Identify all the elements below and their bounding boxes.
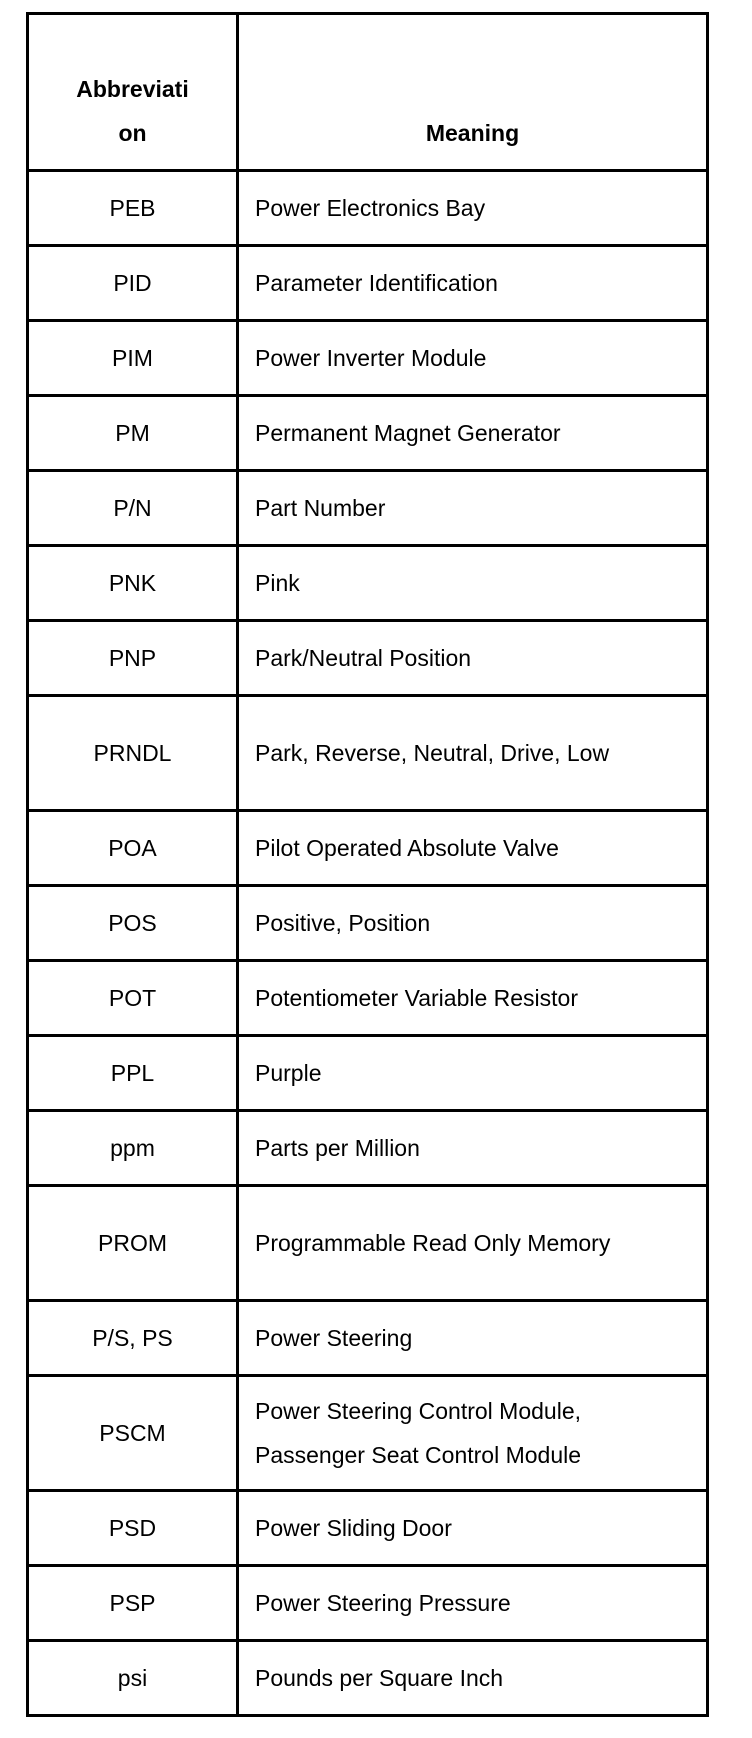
header-row	[28, 14, 708, 171]
abbreviation-cell: PID	[28, 246, 238, 321]
table-row	[28, 696, 708, 811]
meaning-cell: Potentiometer Variable Resistor	[238, 961, 708, 1036]
abbreviation-cell: PSCM	[28, 1376, 238, 1491]
abbreviation-table	[26, 12, 709, 1717]
table-row	[28, 621, 708, 696]
abbreviation-cell: PEB	[28, 171, 238, 246]
abbreviation-cell: psi	[28, 1641, 238, 1716]
meaning-cell: Park, Reverse, Neutral, Drive, Low	[238, 696, 708, 811]
table-row	[28, 1491, 708, 1566]
abbreviation-cell: P/S, PS	[28, 1301, 238, 1376]
abbreviation-header-line2: on	[118, 120, 147, 146]
table-row	[28, 1186, 708, 1301]
table-row	[28, 1036, 708, 1111]
abbreviation-column-header	[28, 14, 238, 171]
abbreviation-cell: PSP	[28, 1566, 238, 1641]
table-row	[28, 1376, 708, 1491]
table-body	[28, 171, 708, 1716]
abbreviation-header-line1: Abbreviati	[76, 76, 189, 102]
table-row	[28, 396, 708, 471]
abbreviation-cell: PROM	[28, 1186, 238, 1301]
abbreviation-cell: PSD	[28, 1491, 238, 1566]
abbreviation-cell: POT	[28, 961, 238, 1036]
abbreviation-cell: ppm	[28, 1111, 238, 1186]
meaning-cell: Parts per Million	[238, 1111, 708, 1186]
table-row	[28, 1566, 708, 1641]
abbreviation-cell: POA	[28, 811, 238, 886]
table-row	[28, 1111, 708, 1186]
meaning-cell: Pilot Operated Absolute Valve	[238, 811, 708, 886]
abbreviation-cell: PNP	[28, 621, 238, 696]
meaning-cell: Power Steering Control Module, Passenger Seat Control Module	[238, 1376, 708, 1491]
abbreviation-cell: PM	[28, 396, 238, 471]
abbreviation-cell: PPL	[28, 1036, 238, 1111]
table-header	[28, 14, 708, 171]
table-row	[28, 171, 708, 246]
table-row	[28, 246, 708, 321]
table-row	[28, 961, 708, 1036]
meaning-cell: Power Steering	[238, 1301, 708, 1376]
meaning-cell: Park/Neutral Position	[238, 621, 708, 696]
meaning-cell: Pounds per Square Inch	[238, 1641, 708, 1716]
abbreviation-cell: POS	[28, 886, 238, 961]
abbreviation-cell: PIM	[28, 321, 238, 396]
table-row	[28, 811, 708, 886]
meaning-column-header: Meaning	[238, 14, 708, 171]
meaning-cell: Programmable Read Only Memory	[238, 1186, 708, 1301]
table-row	[28, 1301, 708, 1376]
meaning-cell: Permanent Magnet Generator	[238, 396, 708, 471]
meaning-cell: Positive, Position	[238, 886, 708, 961]
meaning-cell: Pink	[238, 546, 708, 621]
meaning-cell: Power Steering Pressure	[238, 1566, 708, 1641]
meaning-cell: Parameter Identification	[238, 246, 708, 321]
abbreviation-cell: PNK	[28, 546, 238, 621]
table-row	[28, 1641, 708, 1716]
abbreviation-cell: PRNDL	[28, 696, 238, 811]
meaning-cell: Part Number	[238, 471, 708, 546]
meaning-cell: Power Sliding Door	[238, 1491, 708, 1566]
table-row	[28, 546, 708, 621]
table-row	[28, 321, 708, 396]
abbreviation-cell: P/N	[28, 471, 238, 546]
meaning-cell: Purple	[238, 1036, 708, 1111]
table-row	[28, 471, 708, 546]
table-row	[28, 886, 708, 961]
meaning-cell: Power Inverter Module	[238, 321, 708, 396]
meaning-cell: Power Electronics Bay	[238, 171, 708, 246]
